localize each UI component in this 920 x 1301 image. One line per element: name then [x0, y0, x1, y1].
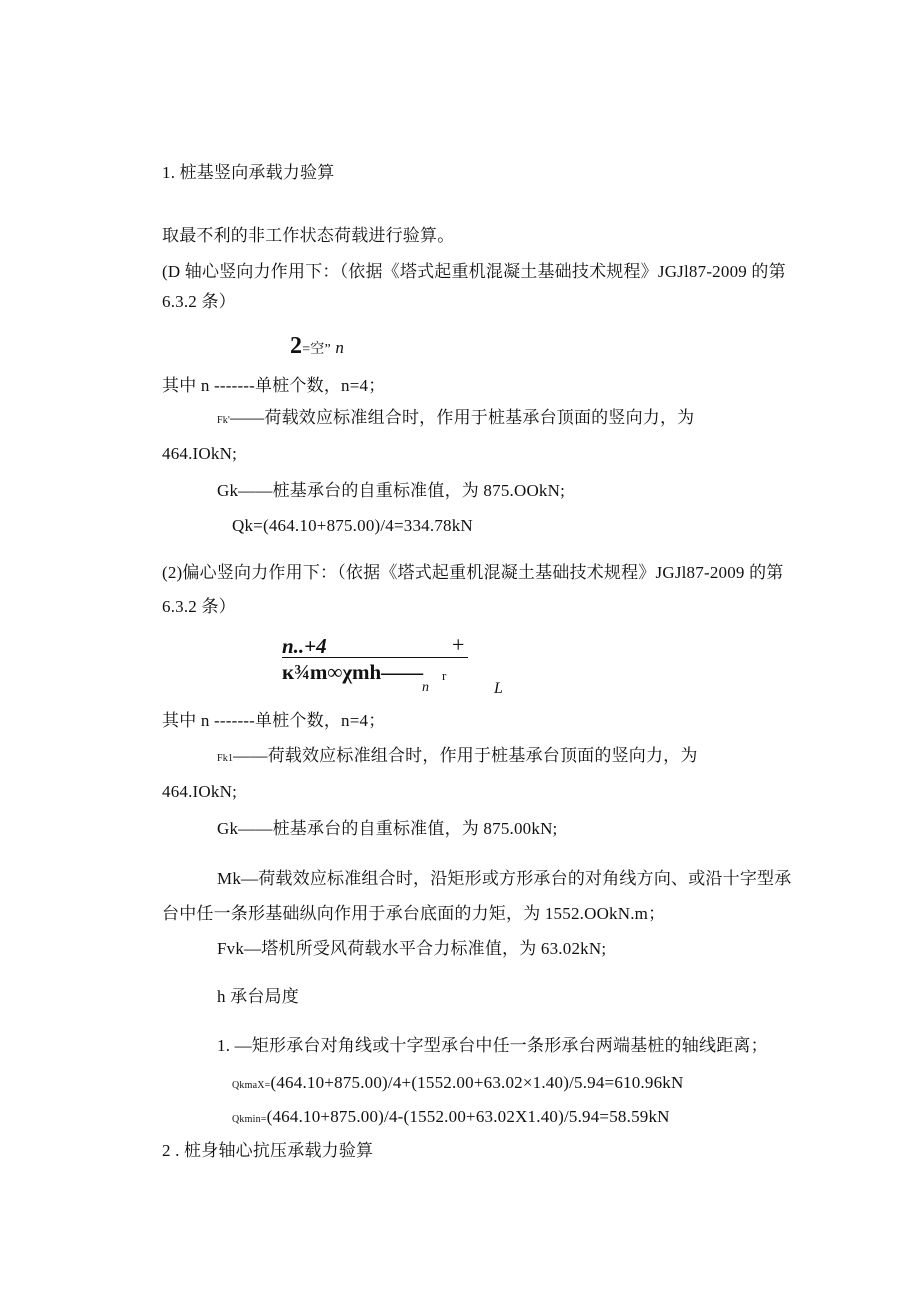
fk-symbol: Fk'	[217, 415, 230, 426]
formula-top: n..+4	[282, 634, 327, 658]
formula-r: r	[442, 668, 447, 683]
qkmax-symbol: QkmaX=	[232, 1080, 271, 1091]
case1-n-definition: 其中 n -------单桩个数，n=4；	[162, 376, 386, 395]
formula-plus: +	[452, 632, 465, 657]
case2-n-definition: 其中 n -------单桩个数，n=4；	[162, 711, 386, 730]
fvk-definition: Fvk—塔机所受风荷载水平合力标准值，为 63.02kN;	[217, 939, 607, 958]
qkmin-expression: (464.10+875.00)/4-(1552.00+63.02X1.40)/5.94=58.59kN	[266, 1107, 670, 1126]
qkmax-expression: (464.10+875.00)/4+(1552.00+63.02×1.40)/5.94=610.96kN	[270, 1073, 684, 1092]
case2-line1: (2)偏心竖向力作用下：（依据《塔式起重机混凝土基础技术规程》JGJl87-2009 的第	[162, 563, 784, 582]
qkmin-symbol: Qkmin=	[232, 1114, 267, 1125]
case2-fk-value: 464.IOkN;	[162, 782, 237, 801]
mk-definition-line1: Mk—荷载效应标准组合时，沿矩形或方形承台的对角线方向、或沿十字型承	[217, 869, 792, 888]
case1-qk-equation: Qk=(464.10+875.00)/4=334.78kN	[232, 516, 473, 535]
formula-n: n	[335, 338, 345, 357]
fk-symbol: Fk1	[217, 753, 234, 764]
case1-line1: (D 轴心竖向力作用下：（依据《塔式起重机混凝土基础技术规程》JGJl87-2009 的第	[162, 262, 786, 281]
case2-gk-definition: Gk——桩基承台的自重标准值，为 875.00kN;	[217, 819, 558, 838]
mk-definition-line2: 台中任一条形基础纵向作用于承台底面的力矩，为 1552.OOkN.m；	[162, 904, 666, 923]
case1-gk-definition: Gk——桩基承台的自重标准值，为 875.OOkN;	[217, 481, 566, 500]
qkmin-equation	[232, 1107, 670, 1130]
case1-line2: 6.3.2 条）	[162, 292, 236, 311]
formula-main: 2	[290, 333, 303, 359]
h-definition: h 承台局度	[217, 987, 299, 1006]
l-definition: 1. —矩形承台对角线或十字型承台中任一条形承台两端基桩的轴线距离；	[217, 1036, 768, 1055]
section-heading-1: 1. 桩基竖向承载力验算	[162, 163, 335, 182]
axial-formula	[290, 332, 344, 364]
fk-text: ——荷载效应标准组合时，作用于桩基承台顶面的竖向力，为	[233, 746, 698, 765]
qkmax-equation	[232, 1073, 683, 1096]
fk-text: ——荷载效应标准组合时，作用于桩基承台顶面的竖向力，为	[229, 408, 695, 427]
formula-n: n	[422, 680, 429, 695]
intro-text: 取最不利的非工作状态荷载进行验算。	[162, 226, 455, 245]
case1-fk-definition	[217, 408, 694, 431]
fraction-rule	[282, 657, 468, 658]
section-heading-2: 2 . 桩身轴心抗压承载力验算	[162, 1141, 374, 1160]
case2-fk-definition	[217, 746, 698, 769]
formula-mid: =空”	[302, 342, 331, 357]
case1-fk-value: 464.IOkN;	[162, 444, 237, 463]
formula-L: L	[494, 680, 503, 697]
formula-bottom: к¾m∞χmh——	[282, 660, 424, 684]
case2-line2: 6.3.2 条）	[162, 597, 236, 616]
